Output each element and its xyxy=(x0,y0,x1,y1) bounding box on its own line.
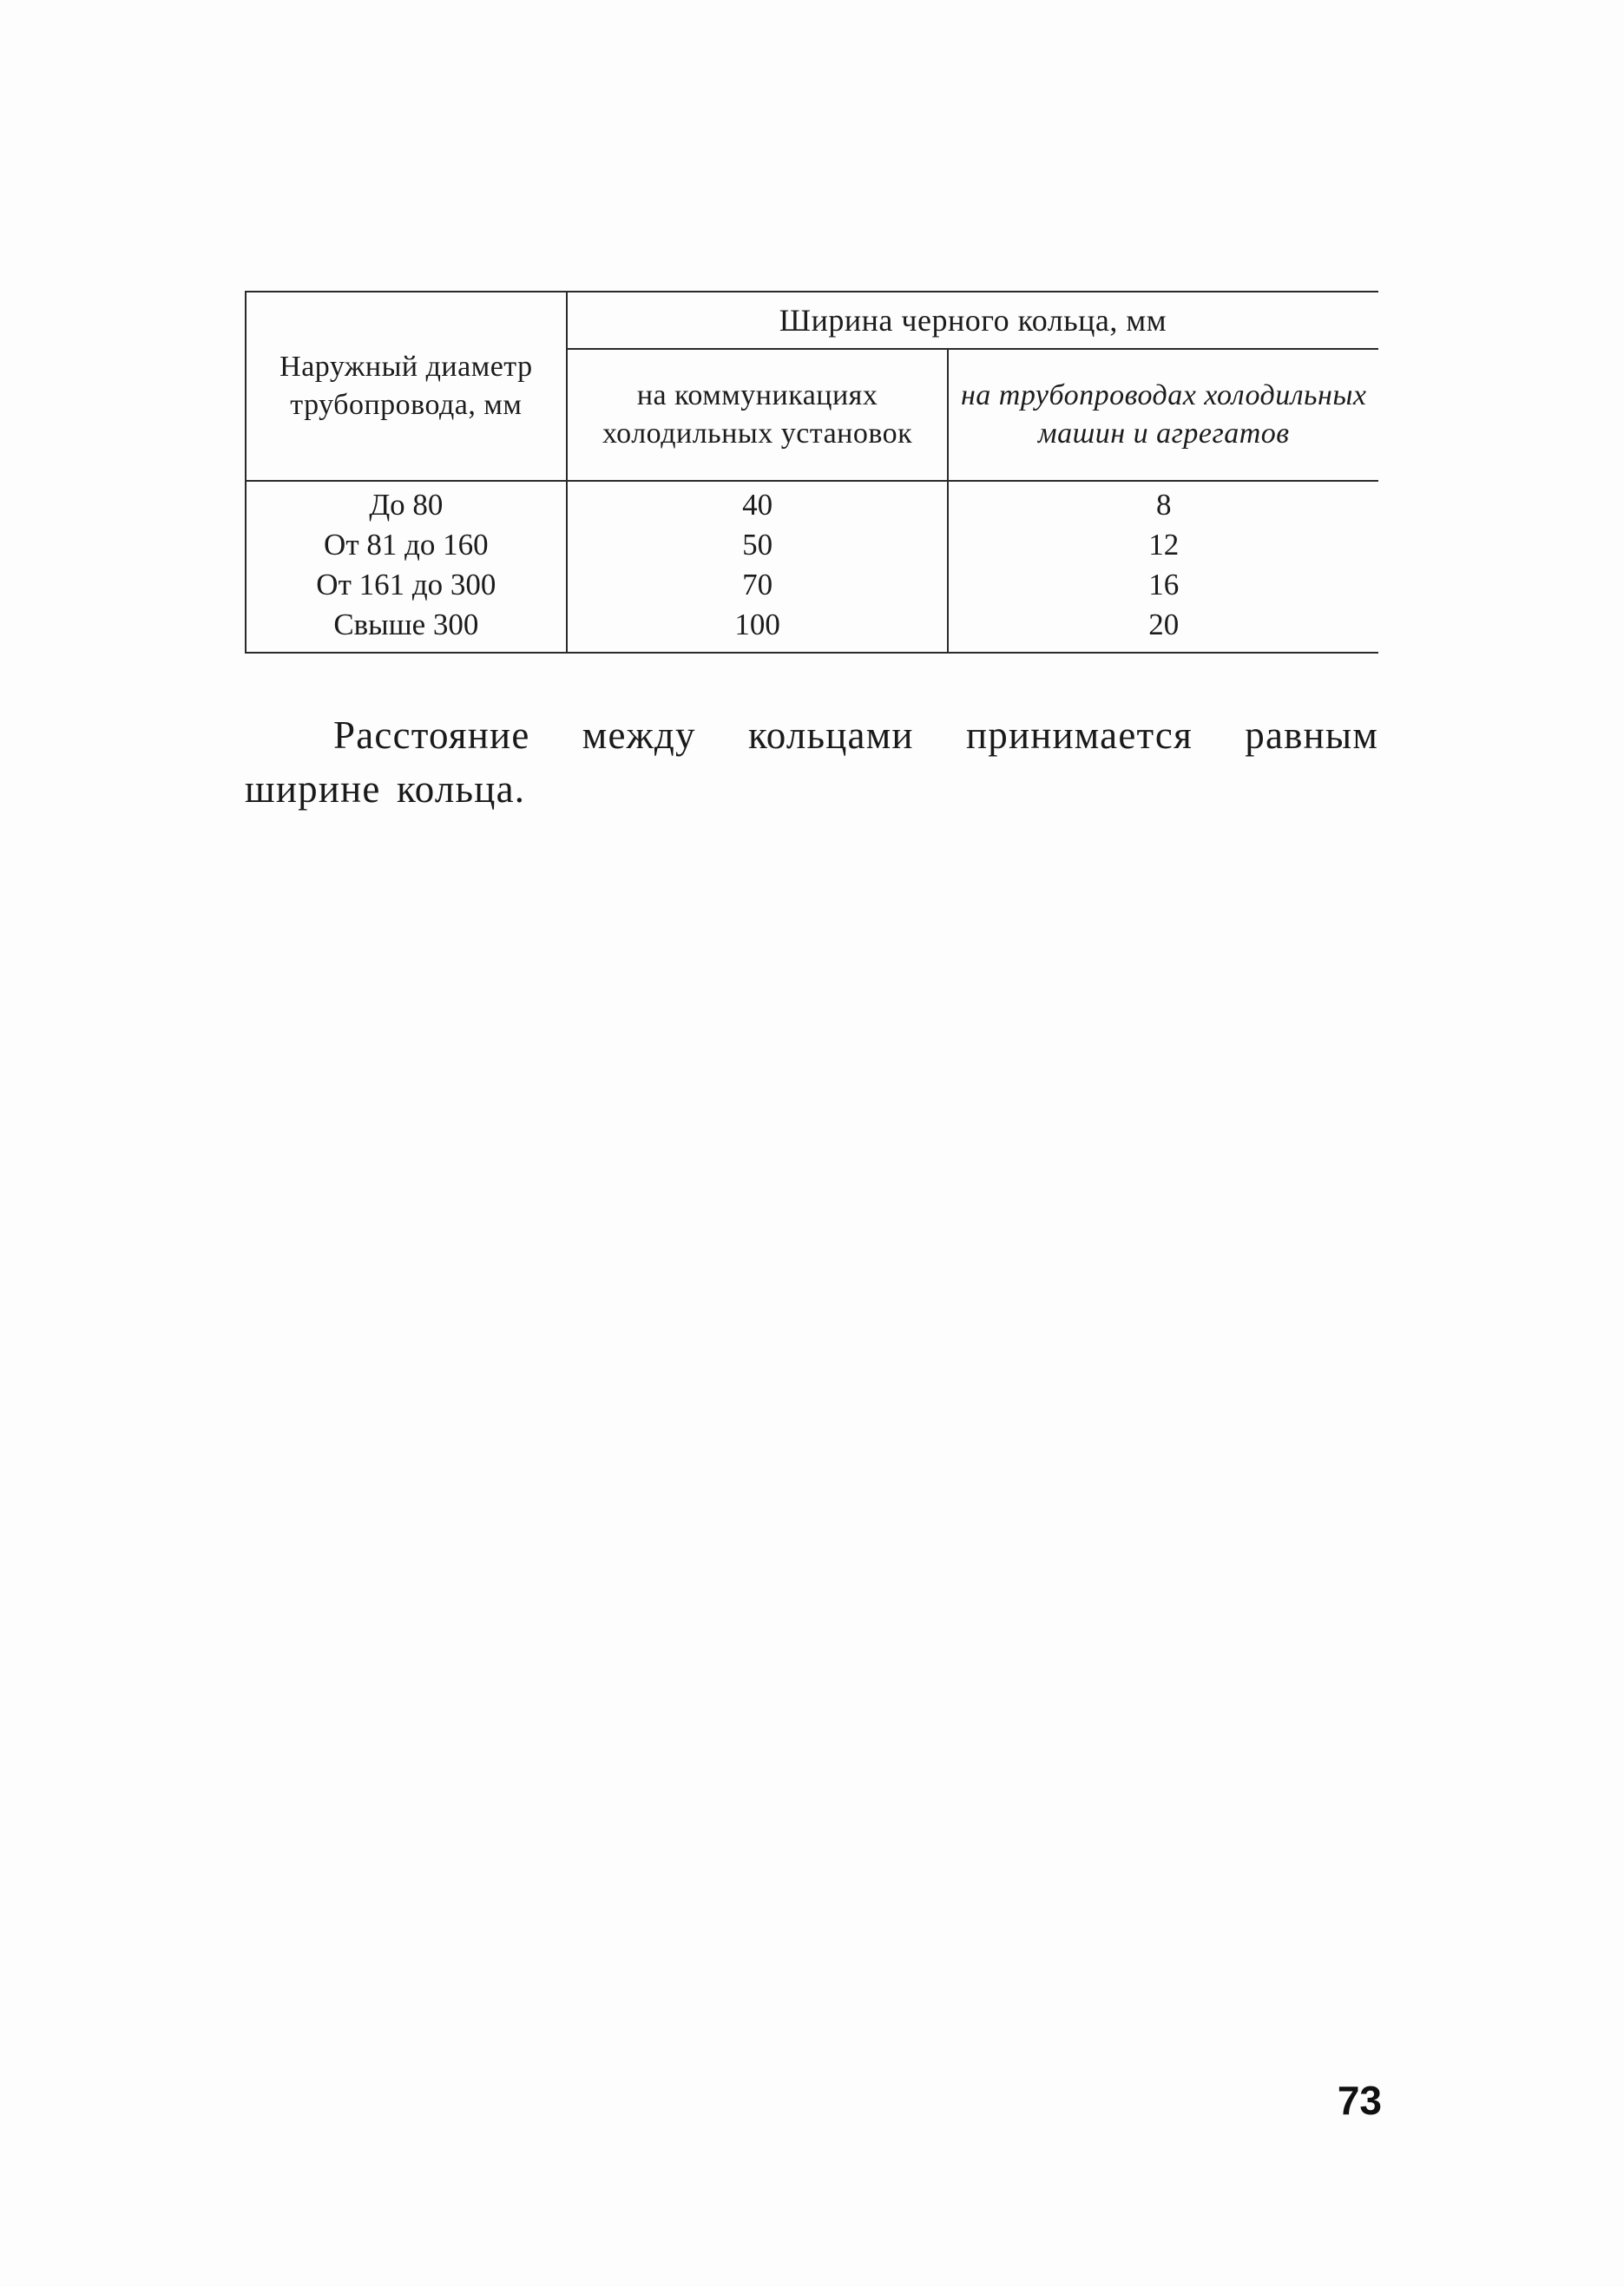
cell-diameter: От 161 до 300 xyxy=(246,565,567,605)
table-row xyxy=(246,525,1378,565)
table-row xyxy=(246,565,1378,605)
ring-width-table xyxy=(245,291,1378,654)
cell-diameter: Свыше 300 xyxy=(246,605,567,653)
table-row xyxy=(246,481,1378,525)
table-row xyxy=(246,605,1378,653)
cell-communications: 100 xyxy=(567,605,949,653)
header-communications: на коммуникациях холодильных установок xyxy=(567,349,949,481)
body-paragraph: Расстояние между кольцами принимается равным ширине кольца. xyxy=(245,713,1378,811)
page-number: 73 xyxy=(1337,2078,1382,2123)
header-outer-diameter: Наружный диаметр трубопровода, мм xyxy=(246,292,567,481)
cell-pipelines: 8 xyxy=(1155,488,1172,522)
header-ring-width: Ширина черного кольца, мм xyxy=(567,292,1378,349)
cell-communications: 50 xyxy=(567,525,949,565)
cell-diameter: До 80 xyxy=(246,481,567,525)
header-pipelines: на трубопроводах холодильных машин и агрегатов xyxy=(948,349,1378,481)
cell-pipelines: 12 xyxy=(1148,528,1180,562)
cell-pipelines: 16 xyxy=(1148,568,1180,601)
cell-communications: 70 xyxy=(567,565,949,605)
cell-pipelines: 20 xyxy=(1148,608,1180,641)
cell-diameter: От 81 до 160 xyxy=(246,525,567,565)
cell-communications: 40 xyxy=(567,481,949,525)
